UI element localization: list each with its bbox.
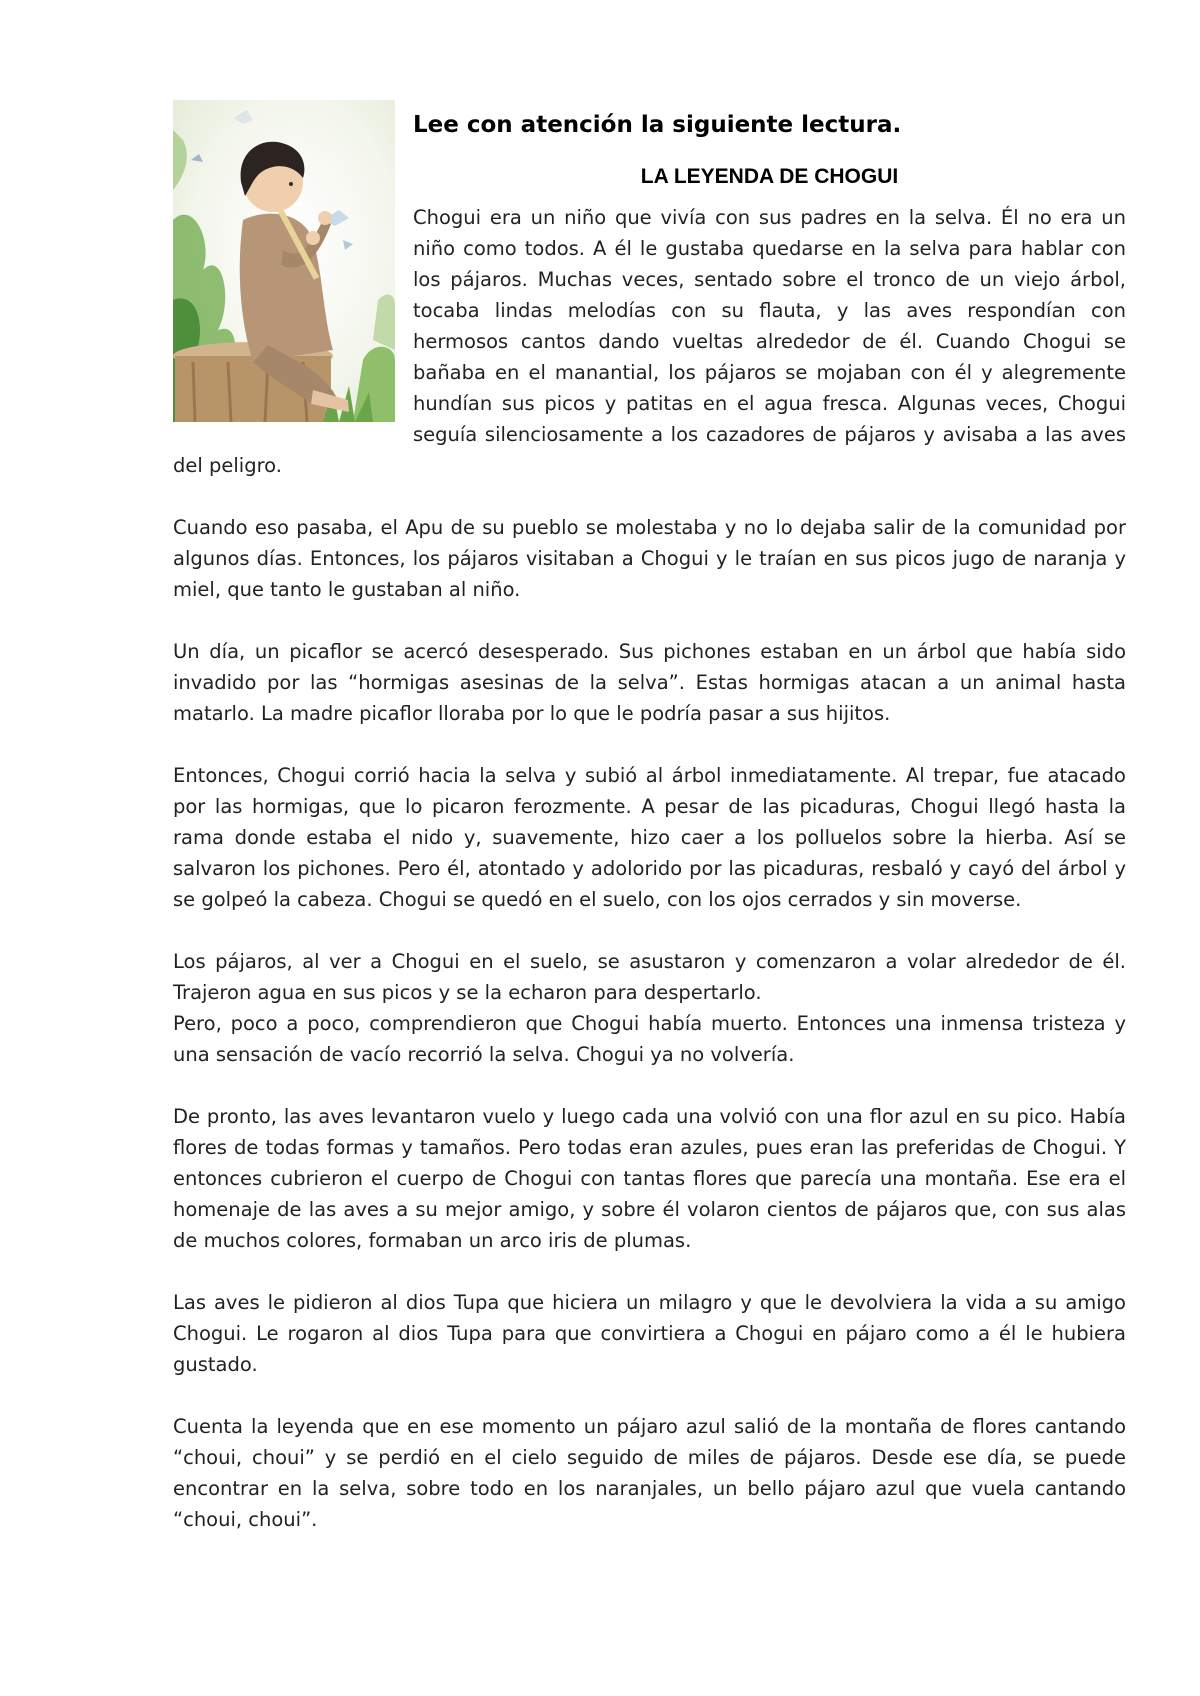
boy-playing-flute-illustration	[173, 100, 395, 422]
paragraph-7: De pronto, las aves levantaron vuelo y luego cada una volvió con una flor azul en su pico. Había flores de todas formas y tamaños. Pero todas eran azules, pues eran las preferidas de Chogui. Y entonces cubrieron el cuerpo de Chogui con tantas flores que parecía una montaña. Ese era el homenaje de las aves a su mejor amigo, y sobre él volaron cientos de pájaros que, con sus alas de muchos colores, formaban un arco iris de plumas.	[173, 1105, 1126, 1252]
paragraph-5: Los pájaros, al ver a Chogui en el suelo, se asustaron y comenzaron a volar alrededor de él. Trajeron agua en sus picos y se la echaron para despertarlo.	[173, 950, 1126, 1004]
instruction-heading: Lee con atención la siguiente lectura.	[413, 112, 902, 138]
paragraph-4: Entonces, Chogui corrió hacia la selva y subió al árbol inmediatamente. Al trepar, fue atacado por las hormigas, que lo picaron ferozmente. A pesar de las picaduras, Chogui llegó hasta la rama donde estaba el nido y, suavemente, hizo caer a los polluelos sobre la hierba. Así se salvaron los pichones. Pero él, atontado y adolorido por las picaduras, resbaló y cayó del árbol y se golpeó la cabeza. Chogui se quedó en el suelo, con los ojos cerrados y sin moverse.	[173, 764, 1126, 911]
paragraph-3: Un día, un picaflor se acercó desesperado. Sus pichones estaban en un árbol que había sido invadido por las “hormigas asesinas de la selva”. Estas hormigas atacan a un animal hasta matarlo. La madre picaflor lloraba por lo que le podría pasar a sus hijitos.	[173, 640, 1126, 725]
paragraph-9: Cuenta la leyenda que en ese momento un pájaro azul salió de la montaña de flores cantando “choui, choui” y se perdió en el cielo seguido de miles de pájaros. Desde ese día, se puede encontrar en la selva, sobre todo en los naranjales, un bello pájaro azul que vuela cantando “choui, choui”.	[173, 1415, 1126, 1531]
paragraph-1: Chogui era un niño que vivía con sus padres en la selva. Él no era un niño como todos. A él le gustaba quedarse en la selva para hablar con los pájaros. Muchas veces, sentado sobre el tronco de un viejo árbol, tocaba lindas melodías con su flauta, y las aves respondían con hermosos cantos dando vueltas alrededor de él. Cuando Chogui se bañaba en el manantial, los pájaros se mojaban con él y alegremente hundían sus picos y patitas en el agua fresca. Algunas veces, Chogui seguía silenciosamente a los cazadores de pájaros y avisaba a las aves del peligro.	[173, 206, 1126, 477]
paragraph-6: Pero, poco a poco, comprendieron que Chogui había muerto. Entonces una inmensa tristeza y una sensación de vacío recorrió la selva. Chogui ya no volvería.	[173, 1012, 1126, 1066]
reading-content	[173, 100, 1126, 1566]
story-title: LA LEYENDA DE CHOGUI	[640, 165, 899, 188]
paragraph-8: Las aves le pidieron al dios Tupa que hiciera un milagro y que le devolviera la vida a su amigo Chogui. Le rogaron al dios Tupa para que convirtiera a Chogui en pájaro como a él le hubiera gustado.	[173, 1291, 1126, 1376]
paragraph-2: Cuando eso pasaba, el Apu de su pueblo se molestaba y no lo dejaba salir de la comunidad por algunos días. Entonces, los pájaros visitaban a Chogui y le traían en sus picos jugo de naranja y miel, que tanto le gustaban al niño.	[173, 516, 1126, 601]
